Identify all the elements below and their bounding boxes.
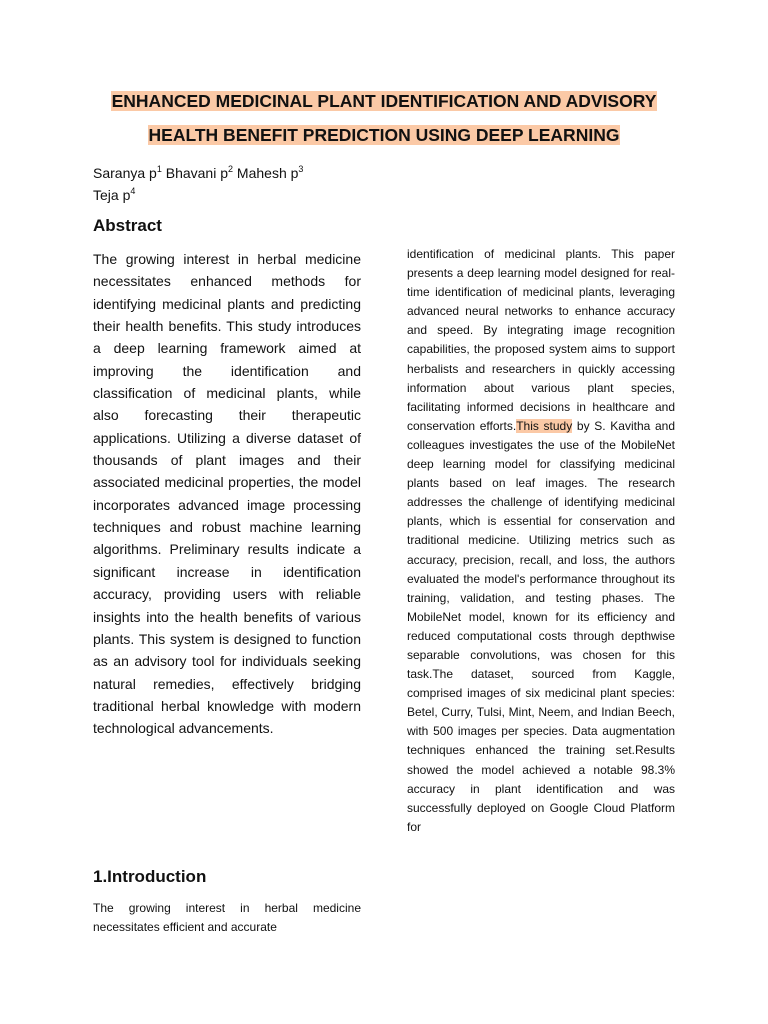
author-4-name: Teja p xyxy=(93,187,131,203)
introduction-heading: 1.Introduction xyxy=(93,867,207,886)
right-column-text-after: by S. Kavitha and colleagues investigates the use of the MobileNet deep learning model for classifying medicinal plants based on leaf images. The research addresses the challenge of identifying medicinal plants, which is essential for conservation and traditional medicine. Utilizing metrics such as accuracy, precision, recall, and loss, the authors evaluated the model's performance throughout its training, validation, and testing phases. The MobileNet model, known for its efficiency and reduced computational costs through depthwise separable convolutions, was chosen for this task.The dataset, sourced from Kaggle, comprised images of six medicinal plant species: Betel, Curry, Tulsi, Mint, Neem, and Indian Beech, with 500 images per species. Data augmentation techniques enhanced the training set.Results showed the model achieved a notable 98.3% accuracy in plant identification and was successfully deployed on Google Cloud Platform for xyxy=(407,418,675,834)
abstract-body: The growing interest in herbal medicine necessitates enhanced methods for identifying medicinal plants and predicting their health benefits. This study introduces a deep learning framework aimed at improving the identification and classification of medicinal plants, while also forecasting their therapeutic applications. Utilizing a diverse dataset of thousands of plant images and their associated medicinal properties, the model incorporates advanced image processing techniques and robust machine learning algorithms. Preliminary results indicate a significant increase in identification accuracy, providing users with reliable insights into the health benefits of various plants. This system is designed to function as an advisory tool for individuals seeking natural remedies, effectively bridging traditional herbal knowledge with modern technological advancements. xyxy=(93,251,361,737)
author-4-affiliation: 4 xyxy=(130,186,136,196)
paper-title-line-1 xyxy=(0,90,768,112)
author-2-affiliation: 2 xyxy=(228,164,234,174)
title-line-2-text: HEALTH BENEFIT PREDICTION USING DEEP LEARNING xyxy=(148,125,620,145)
right-column-body xyxy=(407,245,675,837)
author-1-affiliation: 1 xyxy=(156,164,162,174)
right-column-text-before: identification of medicinal plants. This paper presents a deep learning model designed for real-time identification of medicinal plants, leveraging advanced neural networks to enhance accuracy and speed. By integrating image recognition capabilities, the proposed system aims to support herbalists and researchers in quickly accessing information about various plant species, facilitating informed decisions in healthcare and conservation efforts. xyxy=(407,247,675,433)
author-2-name: Bhavani p xyxy=(165,165,229,181)
paper-title-line-2 xyxy=(0,124,768,146)
abstract-heading: Abstract xyxy=(93,216,162,235)
highlighted-phrase: This study xyxy=(516,418,573,433)
author-3-affiliation: 3 xyxy=(298,164,304,174)
title-line-1-text: ENHANCED MEDICINAL PLANT IDENTIFICATION AND ADVISORY xyxy=(111,91,657,111)
author-list-line-2 xyxy=(93,182,135,204)
author-list xyxy=(93,160,303,182)
author-1-name: Saranya p xyxy=(93,165,157,181)
introduction-body: The growing interest in herbal medicine necessitates efficient and accurate xyxy=(93,901,361,935)
author-3-name: Mahesh p xyxy=(236,165,299,181)
